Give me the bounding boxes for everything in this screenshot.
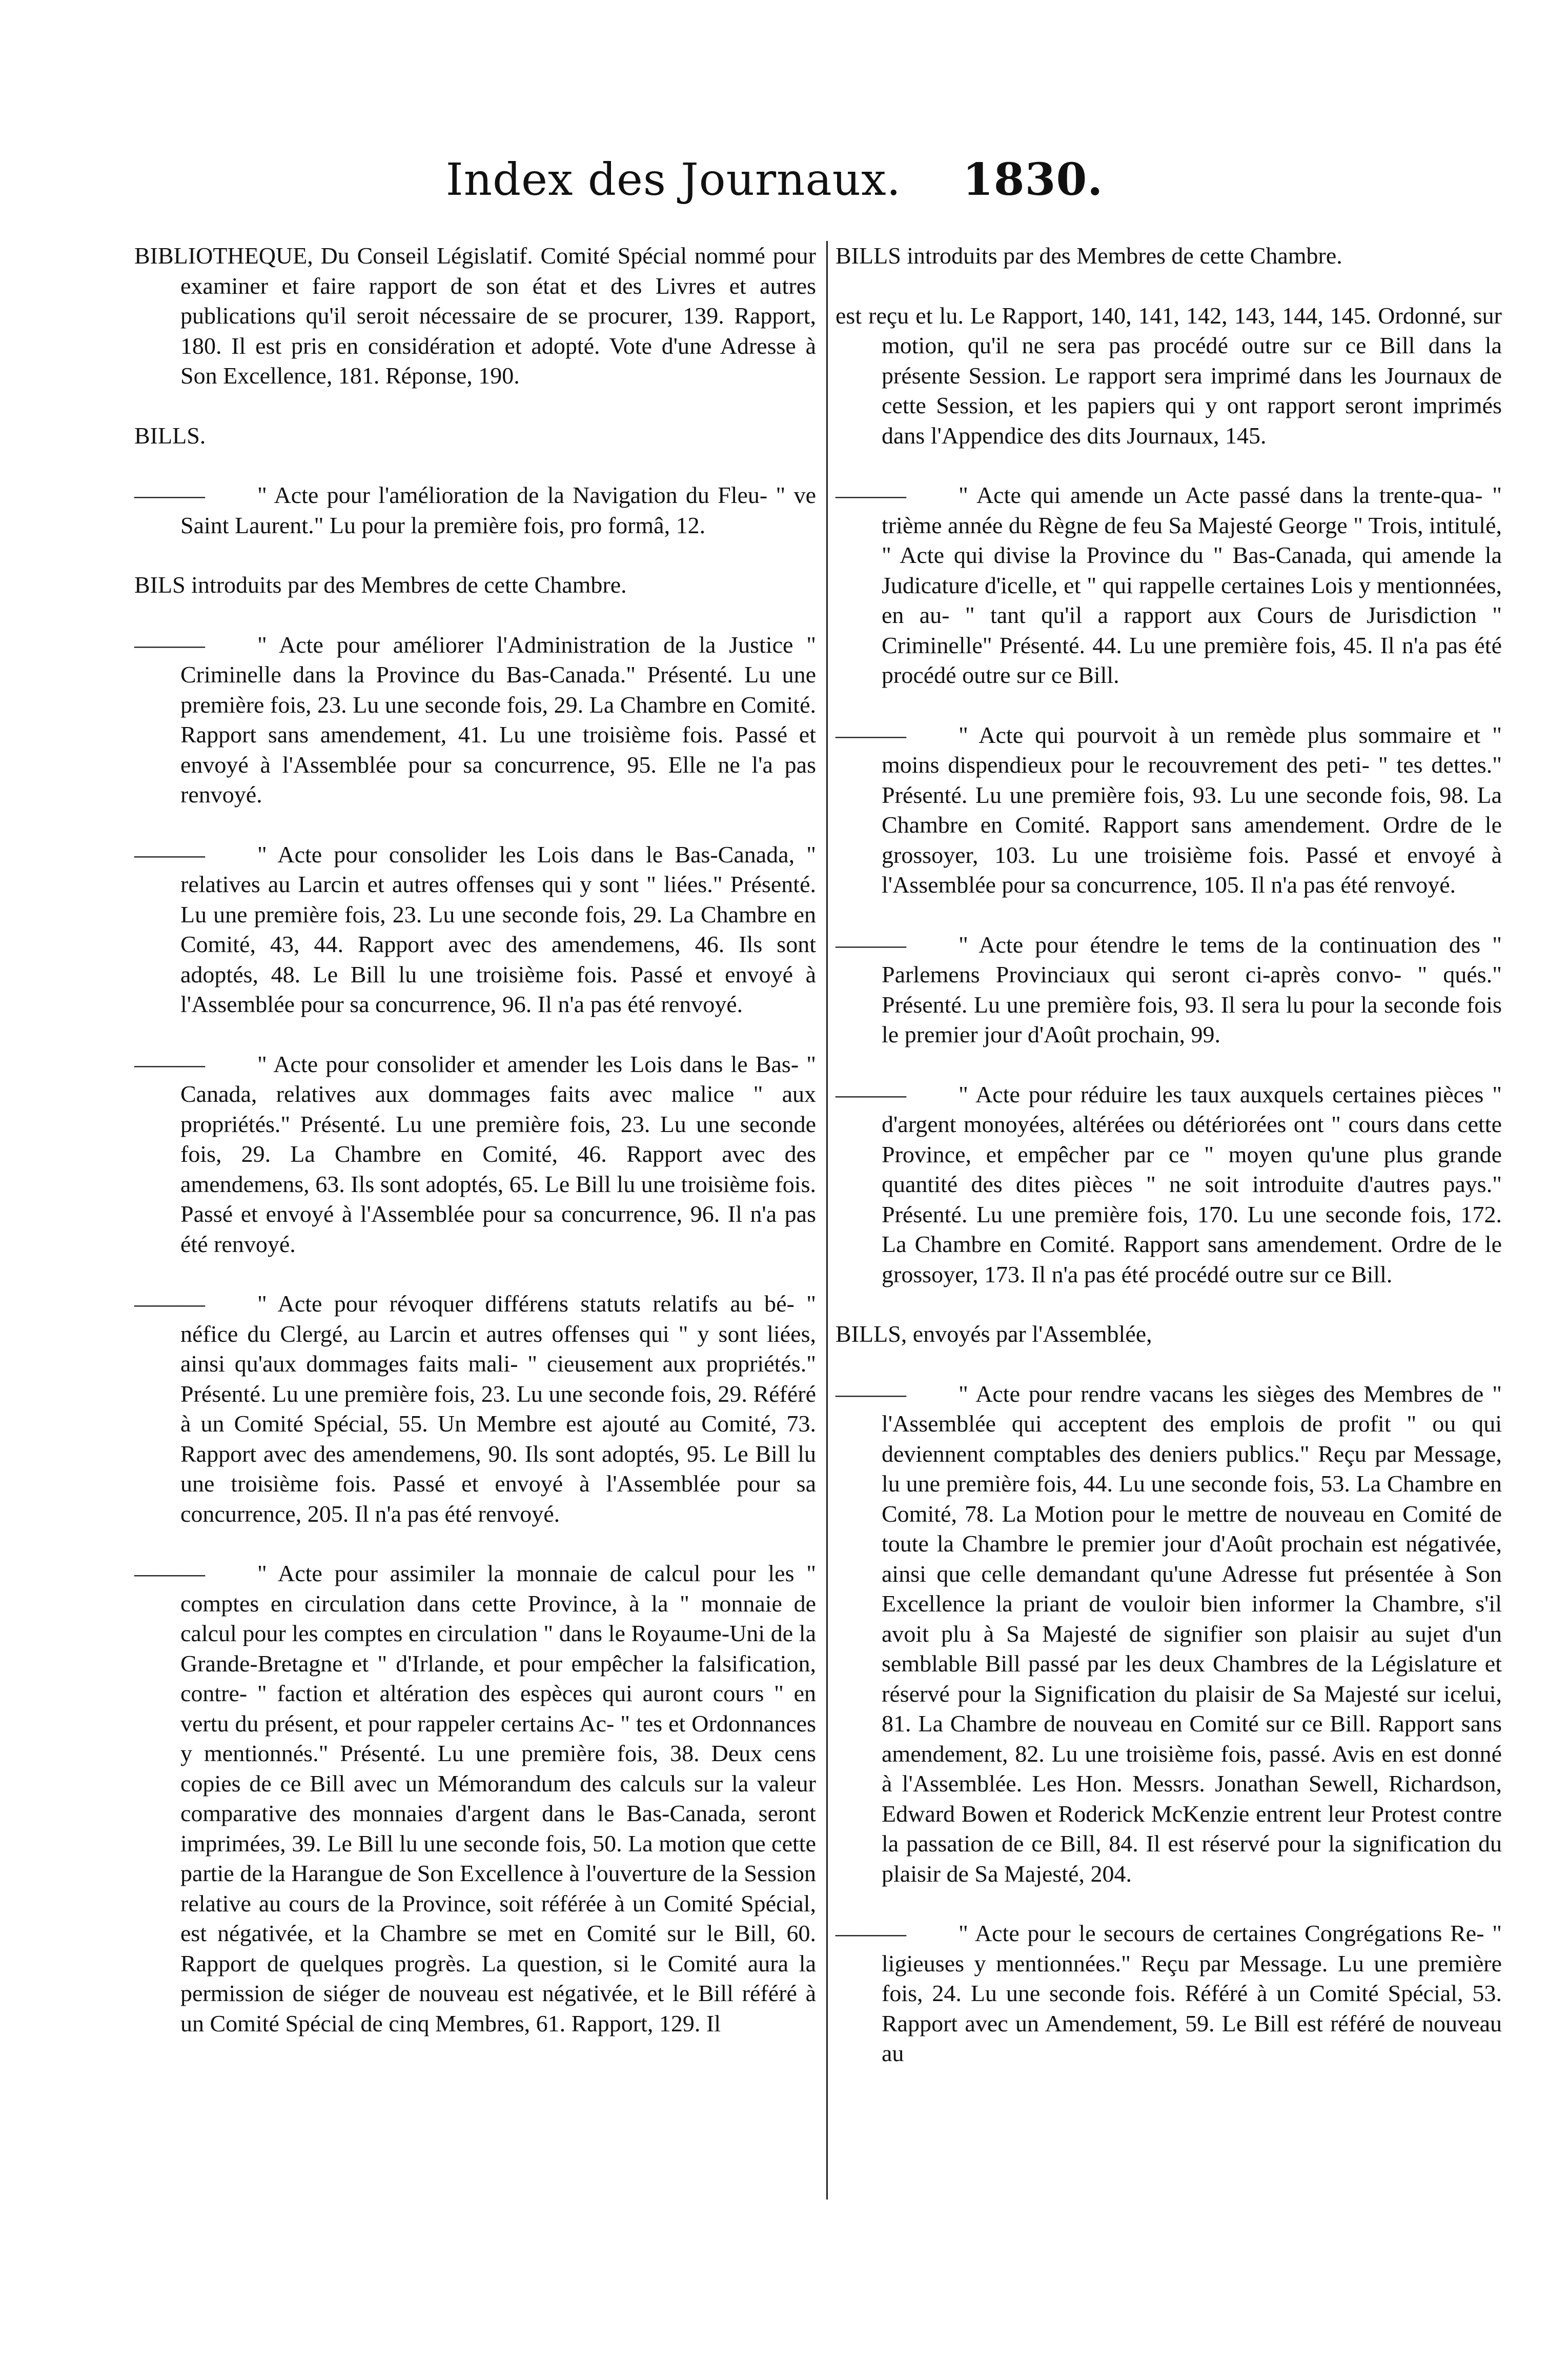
entry-text: " Acte pour réduire les taux auxquels certaines pièces " d'argent monoyées, altérées ou détériorées ont " cours dans cette Province, et empêcher par ce " moyen qu'une plus grande quantité des dites pièces " ne soit introduite d'autres pays." Présenté. Lu une première fois, 170. Lu une seconde fois, 172. La Chambre en Comité. Rapport sans amendement. Ordre de le grossoyer, 173. Il n'a pas été procédé outre sur ce Bill.: [882, 1081, 1502, 1287]
entry-dash: ———: [134, 841, 205, 868]
entry-text: " Acte pour améliorer l'Administration de la Justice " Criminelle dans la Province du Bas-Canada." Présenté. Lu une première fois, 23. Lu une seconde fois, 29. La Chambre en Comité. Rapport sans amendement, 41. Lu une troisième fois. Passé et envoyé à l'Assemblée pour sa concurrence, 95. Elle ne l'a pas renvoyé.: [180, 631, 816, 808]
entry-dash: ———: [134, 631, 205, 658]
index-entry: [134, 241, 816, 391]
entry-text: " Acte pour étendre le tems de la continuation des " Parlemens Provinciaux qui seront ci-après convo- " qués." Présenté. Lu une première fois, 93. Il sera lu pour la seconde fois le premier jour d'Août prochain, 99.: [882, 931, 1502, 1047]
entry-text: BIBLIOTHEQUE, Du Conseil Législatif. Comité Spécial nommé pour examiner et faire rapport de son état et des Livres et autres publications qu'il seroit nécessaire de se procurer, 139. Rapport, 180. Il est pris en considération et adopté. Vote d'une Adresse à Son Excellence, 181. Réponse, 190.: [134, 243, 816, 389]
index-entry: [134, 480, 816, 540]
entry-dash: ———: [835, 482, 906, 508]
index-entry: [835, 301, 1502, 451]
index-entry: [835, 1919, 1502, 2069]
index-entry: [134, 630, 816, 810]
entry-text: BILLS.: [134, 422, 206, 449]
index-entry: [835, 720, 1502, 900]
index-entry: [835, 1080, 1502, 1290]
entry-dash: ———: [835, 721, 906, 748]
page-title: Index des Journaux.: [445, 154, 901, 206]
entry-dash: ———: [835, 1380, 906, 1407]
entry-text: " Acte pour rendre vacans les sièges des Membres de " l'Assemblée qui acceptent des emplois de profit " ou qui deviennent comptables des deniers publics." Reçu par Message, lu une première fois, 44. Lu une seconde fois, 53. La Chambre en Comité, 78. La Motion pour le mettre de nouveau en Comité de toute la Chambre le premier jour d'Août prochain est négativée, ainsi que celle demandant qu'une Adresse fut présentée à Son Excellence la priant de vouloir bien informer la Chambre, s'il avoit plu à Sa Majesté de signifier son plaisir au sujet d'un semblable Bill passé par les deux Chambres de la Législature et réservé pour la Signification du plaisir de Sa Majesté sur icelui, 81. La Chambre de nouveau en Comité sur ce Bill. Rapport sans amendement, 82. Lu une troisième fois, passé. Avis en est donné à l'Assemblée. Les Hon. Messrs. Jonathan Sewell, Richardson, Edward Bowen et Roderick McKenzie entrent leur Protest contre la passation de ce Bill, 84. Il est réservé pour la signification du plaisir de Sa Majesté, 204.: [882, 1380, 1502, 1887]
entry-text: " Acte pour assimiler la monnaie de calcul pour les " comptes en circulation dans cette Province, à la " monnaie de calcul pour les comptes en circulation " dans le Royaume-Uni de la Grande-Bretagne et " d'Irlande, et pour empêcher la falsification, contre- " faction et altération des espèces qui auront cours " en vertu du présent, et pour rappeler certains Ac- " tes et Ordonnances y mentionnés." Présenté. Lu une première fois, 38. Deux cens copies de ce Bill avec un Mémorandum des calculs sur la valeur comparative des monnaies d'argent dans le Bas-Canada, seront imprimées, 39. Le Bill lu une seconde fois, 50. La motion que cette partie de la Harangue de Son Excellence à l'ouverture de la Session relative au cours de la Province, soit référée à un Comité Spécial, est négativée, et la Chambre se met en Comité sur le Bill, 60. Rapport de quelques progrès. La question, si le Comité aura la permission de siéger de nouveau est négativée, et le Bill référé à un Comité Spécial de cinq Membres, 61. Rapport, 129. Il: [180, 1560, 816, 2036]
entry-text: " Acte pour consolider les Lois dans le Bas-Canada, " relatives au Larcin et autres offenses qui y sont " liées." Présenté. Lu une première fois, 23. Lu une seconde fois, 29. La Chambre en Comité, 43, 44. Rapport avec des amendemens, 46. Ils sont adoptés, 48. Le Bill lu une troisième fois. Passé et envoyé à l'Assemblée pour sa concurrence, 96. Il n'a pas été renvoyé.: [180, 841, 816, 1017]
column-divider: [826, 241, 828, 2200]
entry-text: " Acte pour l'amélioration de la Navigation du Fleu- " ve Saint Laurent." Lu pour la première fois, pro formâ, 12.: [180, 482, 816, 538]
entry-dash: ———: [835, 931, 906, 958]
entry-text: est reçu et lu. Le Rapport, 140, 141, 142, 143, 144, 145. Ordonné, sur motion, qu'il ne sera pas procédé outre sur ce Bill dans la présente Session. Le rapport sera imprimé dans les Journaux de cette Session, et les papiers qui y ont rapport seront imprimés dans l'Appendice des dits Journaux, 145.: [835, 302, 1502, 449]
entry-dash: ———: [134, 482, 205, 508]
entry-text: " Acte pour révoquer différens statuts relatifs au bé- " néfice du Clergé, au Larcin et autres offenses qui " y sont liées, ainsi qu'aux dommages faits mali- " cieusement aux propriétés." Présenté. Lu une première fois, 23. Lu une seconde fois, 29. Référé à un Comité Spécial, 55. Un Membre est ajouté au Comité, 73. Rapport avec des amendemens, 90. Ils sont adoptés, 95. Le Bill lu une troisième fois. Passé et envoyé à l'Assemblée pour sa concurrence, 205. Il n'a pas été renvoyé.: [180, 1290, 816, 1527]
left-column: [134, 241, 816, 2068]
page-header: [0, 154, 1549, 206]
index-entry: [134, 1559, 816, 2039]
right-column: [835, 241, 1502, 2099]
entry-text: " Acte qui pourvoit à un remède plus sommaire et " moins dispendieux pour le recouvrement des peti- " tes dettes." Présenté. Lu une première fois, 93. Lu une seconde fois, 98. La Chambre en Comité. Rapport sans amendement. Ordre de le grossoyer, 103. Lu une troisième fois. Passé et envoyé à l'Assemblée pour sa concurrence, 105. Il n'a pas été renvoyé.: [882, 721, 1502, 898]
index-entry: [835, 930, 1502, 1050]
section-heading: [835, 241, 1502, 271]
section-heading: [134, 570, 816, 600]
index-entry: [134, 840, 816, 1020]
entry-dash: ———: [835, 1081, 906, 1107]
section-heading: [134, 421, 816, 451]
entry-dash: ———: [134, 1560, 205, 1586]
entry-text: BILS introduits par des Membres de cette Chambre.: [134, 572, 627, 598]
entry-dash: ———: [835, 1920, 906, 1946]
entry-text: BILLS introduits par des Membres de cette Chambre.: [835, 243, 1342, 269]
index-entry: [134, 1289, 816, 1529]
entry-dash: ———: [134, 1290, 205, 1317]
entry-text: BILLS, envoyés par l'Assemblée,: [835, 1321, 1152, 1347]
entry-text: " Acte pour le secours de certaines Congrégations Re- " ligieuses y mentionnées." Reçu par Message. Lu une première fois, 24. Lu une seconde fois. Référé à un Comité Spécial, 53. Rapport avec un Amendement, 59. Le Bill est référé de nouveau au: [882, 1920, 1502, 2066]
entry-dash: ———: [134, 1051, 205, 1077]
section-heading: [835, 1319, 1502, 1349]
page-year: 1830.: [962, 154, 1104, 206]
entry-text: " Acte pour consolider et amender les Lois dans le Bas- " Canada, relatives aux dommages faits avec malice " aux propriétés." Présenté. Lu une première fois, 23. Lu une seconde fois, 29. La Chambre en Comité, 46. Rapport avec des amendemens, 63. Ils sont adoptés, 65. Le Bill lu une troisième fois. Passé et envoyé à l'Assemblée pour sa concurrence, 96. Il n'a pas été renvoyé.: [180, 1051, 816, 1257]
entry-text: " Acte qui amende un Acte passé dans la trente-qua- " trième année du Règne de feu Sa Majesté George " Trois, intitulé, " Acte qui divise la Province du " Bas-Canada, qui amende la Judicature d'icelle, et " qui rappelle certaines Lois y mentionnées, en au- " tant qu'il a rapport aux Cours de Jurisdiction " Criminelle" Présenté. 44. Lu une première fois, 45. Il n'a pas été procédé outre sur ce Bill.: [882, 482, 1502, 688]
index-entry: [835, 1379, 1502, 1889]
index-entry: [835, 480, 1502, 691]
index-entry: [134, 1050, 816, 1260]
